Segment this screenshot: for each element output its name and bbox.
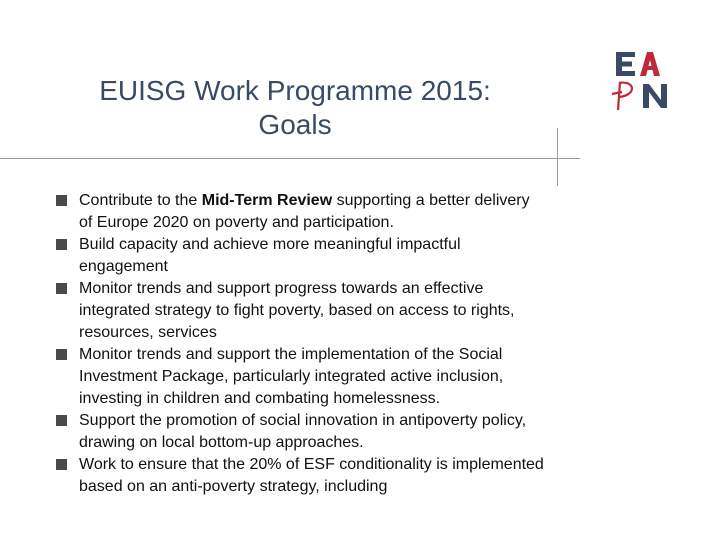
list-item-text-post: supporting a better delivery of Europe 2020 on poverty and participation.	[79, 192, 530, 231]
list-item-text: Work to ensure that the 20% of ESF conditionality is implemented based on an anti-poverty strategy, including	[79, 456, 544, 495]
horizontal-divider	[0, 158, 580, 159]
slide-title	[40, 74, 550, 142]
list-item-text: Build capacity and achieve more meaningful impactful engagement	[79, 236, 461, 275]
logo-letter-n	[643, 84, 667, 108]
logo-letter-a	[640, 52, 660, 76]
list-item	[56, 278, 546, 344]
list-item-text: Monitor trends and support the implementation of the Social Investment Package, particularly integrated active inclusion, investing in children and combating homelessness.	[79, 346, 504, 407]
logo-letter-p	[612, 82, 632, 110]
goals-list	[56, 190, 546, 498]
list-item-text-pre: Contribute to the	[79, 192, 202, 209]
list-item-text: Monitor trends and support progress towards an effective integrated strategy to fight poverty, based on access to rights, resources, services	[79, 280, 515, 341]
logo-letter-e	[616, 52, 635, 76]
list-item-text: Support the promotion of social innovation in antipoverty policy, drawing on local bottom-up approaches.	[79, 412, 527, 451]
list-item	[56, 410, 546, 454]
list-item	[56, 190, 546, 234]
slide-title-line-2: Goals	[258, 109, 332, 140]
list-item-text-bold: Mid-Term Review	[201, 192, 333, 209]
square-bullet-icon	[56, 195, 67, 206]
square-bullet-icon	[56, 239, 67, 250]
vertical-divider	[557, 128, 558, 186]
square-bullet-icon	[56, 459, 67, 470]
list-item	[56, 344, 546, 410]
square-bullet-icon	[56, 349, 67, 360]
list-item	[56, 454, 546, 498]
list-item	[56, 234, 546, 278]
eapn-logo	[598, 50, 678, 116]
slide-title-line-1: EUISG Work Programme 2015:	[99, 75, 491, 106]
square-bullet-icon	[56, 283, 67, 294]
square-bullet-icon	[56, 415, 67, 426]
